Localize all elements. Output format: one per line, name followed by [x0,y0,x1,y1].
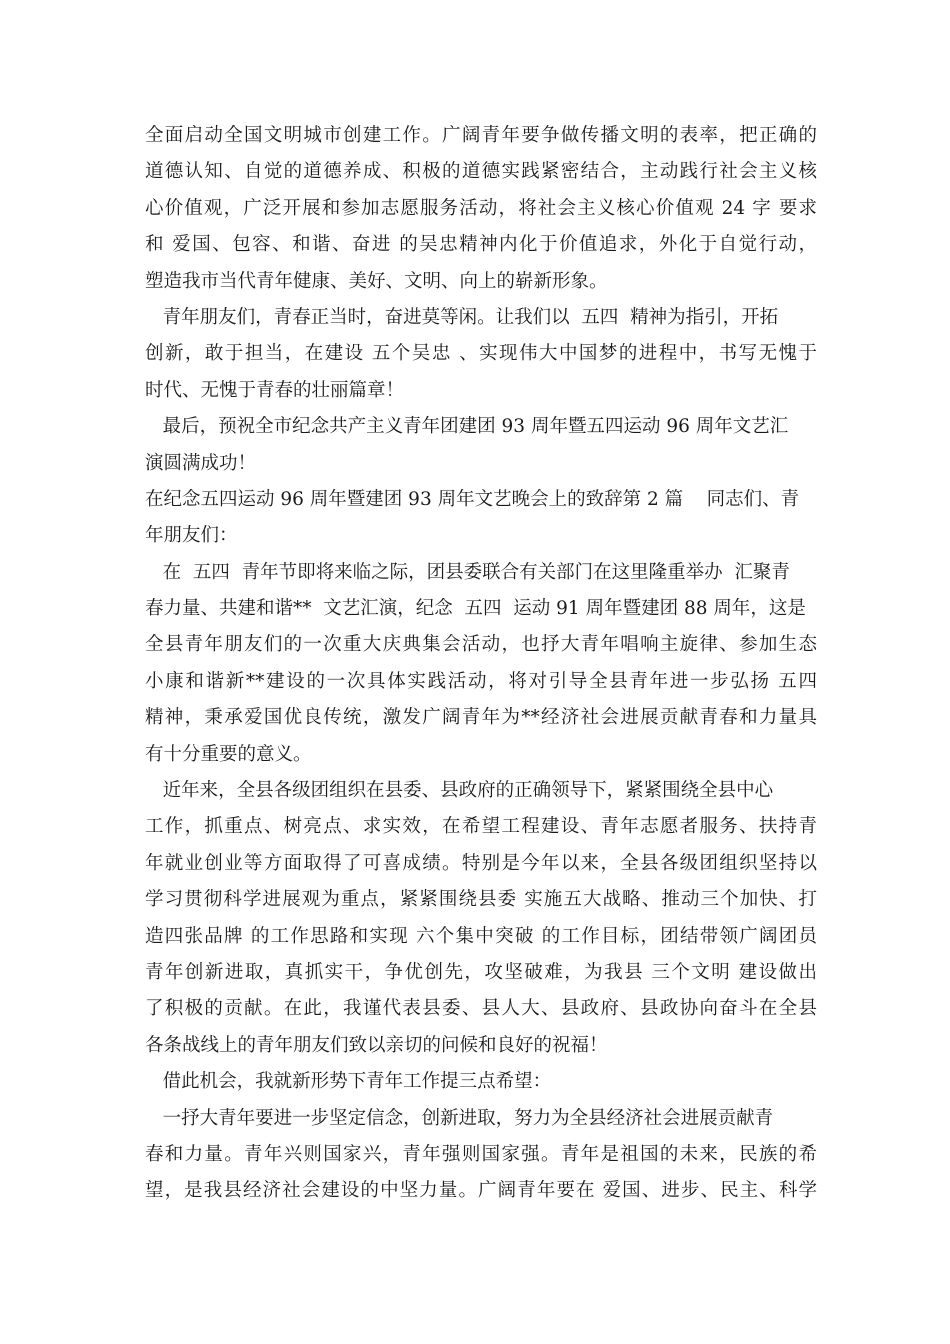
text-line: 小康和谐新**建设的一次具体实践活动，将对引导全县青年进一步弘扬 五四 [145,670,817,692]
text-line: 在 五四 青年节即将来临之际，团县委联合有关部门在这里隆重举办 汇聚青 [145,561,790,583]
text-line: 学习贯彻科学进展观为重点，紧紧围绕县委 实施五大战略、推动三个加快、打 [145,889,817,911]
text-line: 塑造我市当代青年健康、美好、文明、向上的崭新形象。 [145,270,608,292]
text-line: 和 爱国、包容、和谐、奋进 的吴忠精神内化于价值追求，外化于自觉行动， [145,234,817,256]
text-line: 有十分重要的意义。 [145,743,312,765]
text-line: 在纪念五四运动 96 周年暨建团 93 周年文艺晚会上的致辞第 2 篇 同志们、青 [145,488,800,510]
text-line: 造四张品牌 的工作思路和实现 六个集中突破 的工作目标，团结带领广阔团员 [145,925,817,947]
text-line: 望，是我县经济社会建设的中坚力量。广阔青年要在 爱国、进步、民主、科学 [145,1180,817,1202]
text-line: 各条战线上的青年朋友们致以亲切的问候和良好的祝福！ [145,1034,608,1056]
text-line: 青年朋友们，青春正当时，奋进莫等闲。让我们以 五四 精神为指引，开拓 [145,306,779,328]
text-line: 春力量、共建和谐** 文艺汇演，纪念 五四 运动 91 周年暨建团 88 周年，这是 [145,598,806,620]
text-line: 时代、无愧于青春的壮丽篇章！ [145,379,405,401]
text-line: 春和力量。青年兴则国家兴，青年强则国家强。青年是祖国的未来，民族的希 [145,1143,817,1165]
text-line: 工作，抓重点、树亮点、求实效，在希望工程建设、青年志愿者服务、扶持青 [145,816,817,838]
text-line: 青年创新进取，真抓实干，争优创先，攻坚破难，为我县 三个文明 建设做出 [145,961,817,983]
text-line: 近年来，全县各级团组织在县委、县政府的正确领导下，紧紧围绕全县中心 [145,780,774,802]
text-line: 演圆满成功！ [145,452,257,474]
text-line: 创新，敢于担当，在建设 五个吴忠 、实现伟大中国梦的进程中，书写无愧于 [145,343,817,365]
text-line: 全县青年朋友们的一次重大庆典集会活动，也抒大青年唱响主旋律、参加生态 [145,634,817,656]
text-line: 年朋友们： [145,525,238,547]
text-line: 心价值观，广泛开展和参加志愿服务活动，将社会主义核心价值观 24 字 要求 [145,197,817,219]
text-line: 了积极的贡献。在此，我谨代表县委、县人大、县政府、县政协向奋斗在全县 [145,998,817,1020]
text-line: 年就业创业等方面取得了可喜成绩。特别是今年以来，全县各级团组织坚持以 [145,852,817,874]
text-line: 全面启动全国文明城市创建工作。广阔青年要争做传播文明的表率，把正确的 [145,125,817,146]
text-line: 一抒大青年要进一步坚定信念，创新进取，努力为全县经济社会进展贡献青 [145,1107,774,1129]
text-line: 最后，预祝全市纪念共产主义青年团建团 93 周年暨五四运动 96 周年文艺汇 [145,416,789,438]
text-line: 借此机会，我就新形势下青年工作提三点希望： [145,1071,552,1093]
body-text [145,118,817,1210]
text-line: 精神，秉承爱国优良传统，激发广阔青年为**经济社会进展贡献青春和力量具 [145,707,817,729]
text-line: 道德认知、自觉的道德养成、积极的道德实践紧密结合，主动践行社会主义核 [145,161,817,183]
